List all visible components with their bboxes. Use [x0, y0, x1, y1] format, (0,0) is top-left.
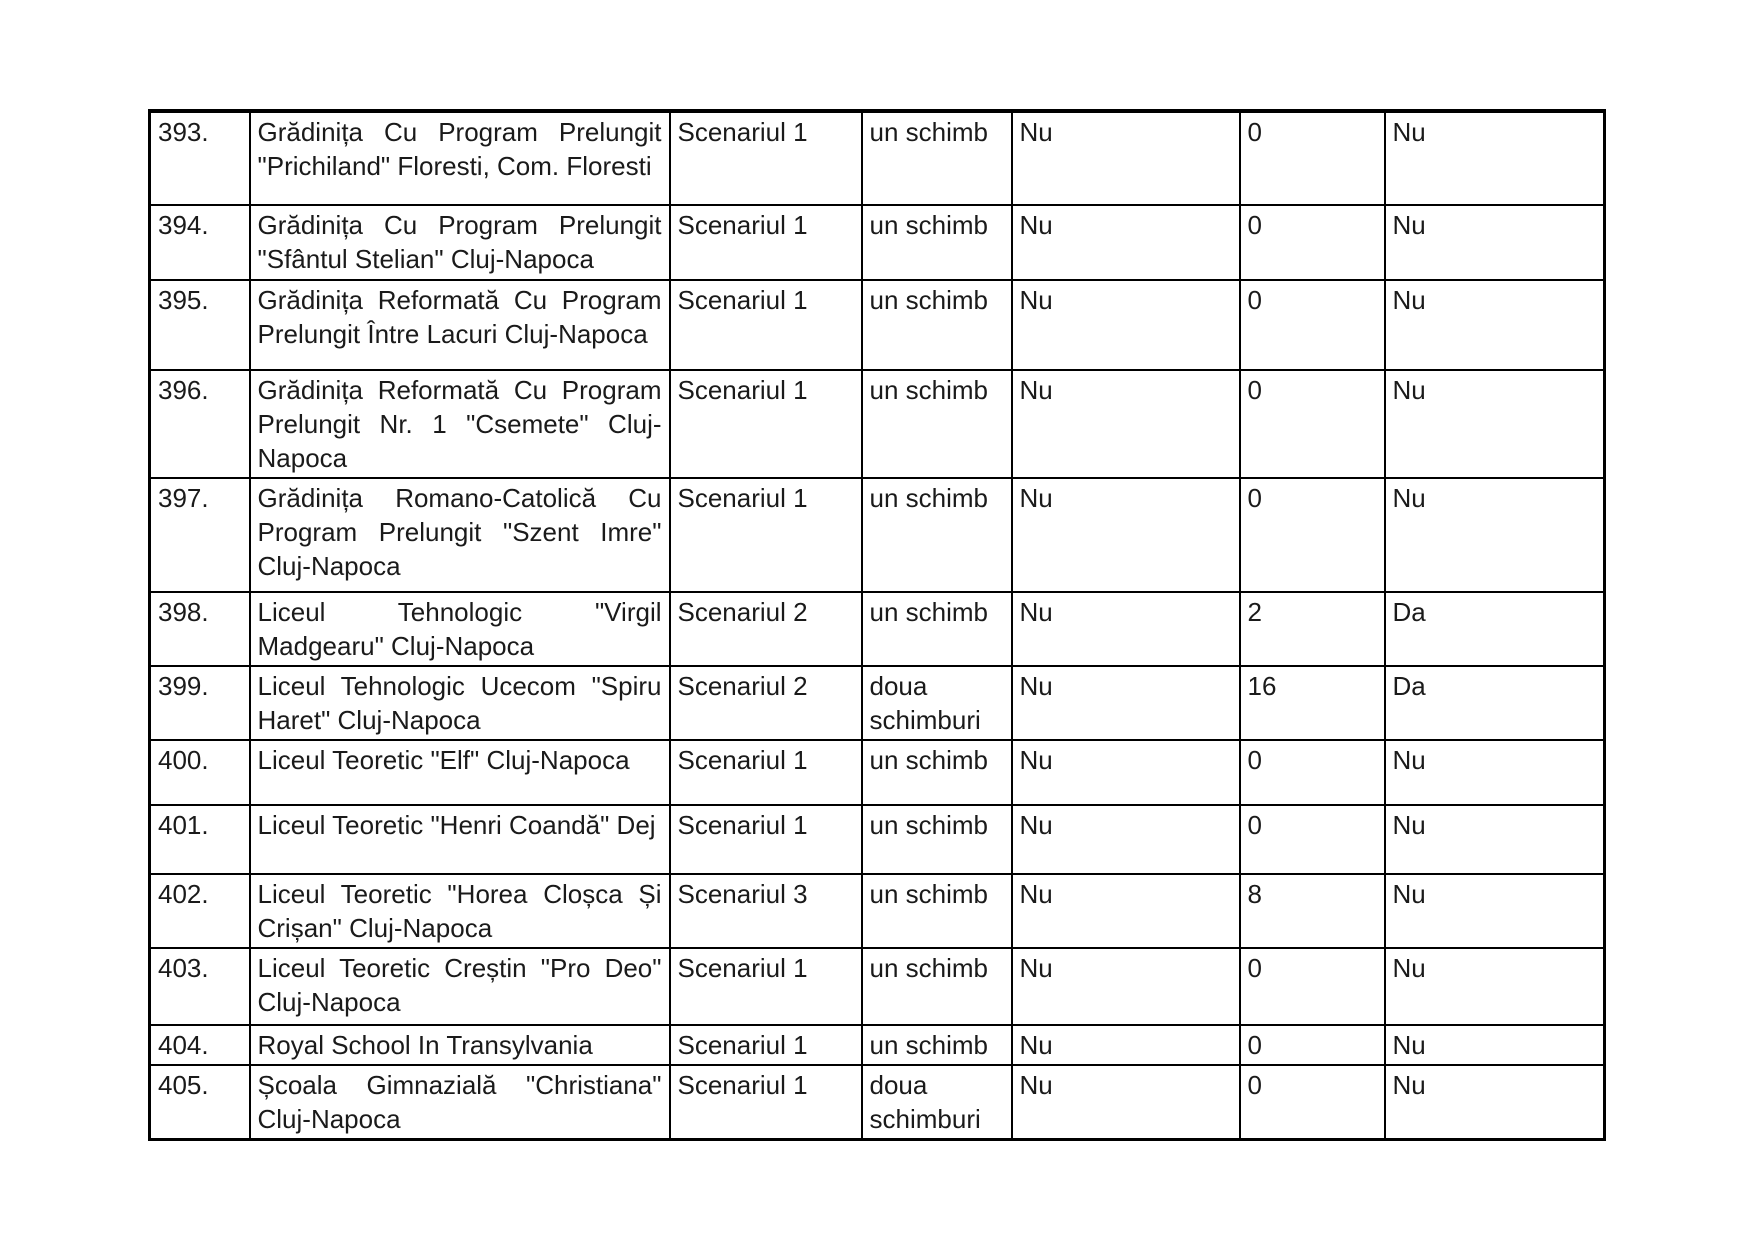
cell-school-name: Grădinița Cu Program Prelungit "Sfântul Stelian" Cluj-Napoca	[250, 205, 670, 280]
cell-count: 0	[1240, 478, 1385, 592]
cell-row-number: 396.	[150, 370, 250, 478]
cell-scenario: Scenariul 2	[670, 592, 862, 666]
cell-scenario: Scenariul 1	[670, 280, 862, 370]
cell-row-number: 394.	[150, 205, 250, 280]
cell-row-number: 399.	[150, 666, 250, 740]
cell-row-number: 400.	[150, 740, 250, 805]
cell-scenario: Scenariul 1	[670, 1065, 862, 1140]
cell-count: 0	[1240, 111, 1385, 205]
cell-shifts: un schimb	[862, 874, 1012, 948]
cell-value-1: Nu	[1012, 805, 1240, 874]
cell-scenario: Scenariul 1	[670, 370, 862, 478]
cell-school-name: Școala Gimnazială "Christiana" Cluj-Napoca	[250, 1065, 670, 1140]
cell-scenario: Scenariul 1	[670, 478, 862, 592]
table-row	[150, 948, 1605, 1025]
cell-shifts: un schimb	[862, 478, 1012, 592]
cell-scenario: Scenariul 1	[670, 111, 862, 205]
cell-scenario: Scenariul 1	[670, 740, 862, 805]
cell-school-name: Liceul Teoretic "Elf" Cluj-Napoca	[250, 740, 670, 805]
table-row	[150, 111, 1605, 205]
table-row	[150, 280, 1605, 370]
table-row	[150, 1065, 1605, 1140]
cell-count: 0	[1240, 205, 1385, 280]
cell-count: 0	[1240, 948, 1385, 1025]
table-row	[150, 370, 1605, 478]
table-row	[150, 740, 1605, 805]
cell-school-name: Royal School In Transylvania	[250, 1025, 670, 1065]
cell-school-name: Liceul Teoretic "Henri Coandă" Dej	[250, 805, 670, 874]
cell-count: 0	[1240, 370, 1385, 478]
cell-shifts: un schimb	[862, 1025, 1012, 1065]
cell-value-1: Nu	[1012, 666, 1240, 740]
cell-shifts: doua schimburi	[862, 1065, 1012, 1140]
cell-school-name: Liceul Teoretic "Horea Cloșca Și Crișan" Cluj-Napoca	[250, 874, 670, 948]
cell-value-2: Nu	[1385, 874, 1605, 948]
cell-count: 0	[1240, 1025, 1385, 1065]
cell-value-1: Nu	[1012, 478, 1240, 592]
cell-value-1: Nu	[1012, 1065, 1240, 1140]
cell-value-1: Nu	[1012, 948, 1240, 1025]
cell-shifts: un schimb	[862, 111, 1012, 205]
cell-value-1: Nu	[1012, 592, 1240, 666]
cell-school-name: Grădinița Cu Program Prelungit "Prichiland" Floresti, Com. Floresti	[250, 111, 670, 205]
cell-value-2: Nu	[1385, 280, 1605, 370]
cell-value-1: Nu	[1012, 205, 1240, 280]
table-row	[150, 666, 1605, 740]
table-row	[150, 592, 1605, 666]
cell-row-number: 404.	[150, 1025, 250, 1065]
cell-value-1: Nu	[1012, 370, 1240, 478]
cell-shifts: un schimb	[862, 592, 1012, 666]
cell-value-2: Nu	[1385, 1025, 1605, 1065]
cell-school-name: Grădinița Reformată Cu Program Prelungit Nr. 1 "Csemete" Cluj-Napoca	[250, 370, 670, 478]
cell-count: 2	[1240, 592, 1385, 666]
cell-value-2: Nu	[1385, 948, 1605, 1025]
cell-value-2: Nu	[1385, 205, 1605, 280]
cell-count: 0	[1240, 1065, 1385, 1140]
cell-scenario: Scenariul 1	[670, 1025, 862, 1065]
cell-school-name: Grădinița Reformată Cu Program Prelungit Între Lacuri Cluj-Napoca	[250, 280, 670, 370]
cell-row-number: 398.	[150, 592, 250, 666]
cell-value-2: Nu	[1385, 1065, 1605, 1140]
cell-scenario: Scenariul 1	[670, 205, 862, 280]
cell-row-number: 395.	[150, 280, 250, 370]
cell-shifts: un schimb	[862, 280, 1012, 370]
cell-count: 0	[1240, 805, 1385, 874]
cell-row-number: 403.	[150, 948, 250, 1025]
cell-value-1: Nu	[1012, 740, 1240, 805]
cell-row-number: 405.	[150, 1065, 250, 1140]
cell-shifts: un schimb	[862, 948, 1012, 1025]
cell-scenario: Scenariul 3	[670, 874, 862, 948]
cell-value-1: Nu	[1012, 874, 1240, 948]
cell-value-2: Nu	[1385, 478, 1605, 592]
schools-table	[148, 109, 1606, 1141]
table-row	[150, 478, 1605, 592]
cell-shifts: un schimb	[862, 205, 1012, 280]
cell-value-2: Nu	[1385, 740, 1605, 805]
cell-value-1: Nu	[1012, 280, 1240, 370]
cell-school-name: Grădinița Romano-Catolică Cu Program Prelungit "Szent Imre" Cluj-Napoca	[250, 478, 670, 592]
cell-shifts: un schimb	[862, 805, 1012, 874]
cell-row-number: 401.	[150, 805, 250, 874]
cell-value-2: Nu	[1385, 370, 1605, 478]
table-row	[150, 205, 1605, 280]
cell-scenario: Scenariul 2	[670, 666, 862, 740]
cell-count: 16	[1240, 666, 1385, 740]
cell-shifts: doua schimburi	[862, 666, 1012, 740]
cell-count: 0	[1240, 280, 1385, 370]
cell-count: 0	[1240, 740, 1385, 805]
cell-scenario: Scenariul 1	[670, 805, 862, 874]
table-row	[150, 805, 1605, 874]
cell-value-2: Nu	[1385, 805, 1605, 874]
cell-school-name: Liceul Tehnologic "Virgil Madgearu" Cluj-Napoca	[250, 592, 670, 666]
cell-shifts: un schimb	[862, 740, 1012, 805]
cell-value-1: Nu	[1012, 111, 1240, 205]
cell-value-1: Nu	[1012, 1025, 1240, 1065]
cell-shifts: un schimb	[862, 370, 1012, 478]
cell-school-name: Liceul Teoretic Creștin "Pro Deo" Cluj‑Napoca	[250, 948, 670, 1025]
table-row	[150, 874, 1605, 948]
cell-value-2: Da	[1385, 592, 1605, 666]
cell-school-name: Liceul Tehnologic Ucecom "Spiru Haret" Cluj-Napoca	[250, 666, 670, 740]
cell-row-number: 402.	[150, 874, 250, 948]
table-row	[150, 1025, 1605, 1065]
cell-row-number: 393.	[150, 111, 250, 205]
cell-scenario: Scenariul 1	[670, 948, 862, 1025]
cell-value-2: Da	[1385, 666, 1605, 740]
cell-value-2: Nu	[1385, 111, 1605, 205]
cell-count: 8	[1240, 874, 1385, 948]
cell-row-number: 397.	[150, 478, 250, 592]
